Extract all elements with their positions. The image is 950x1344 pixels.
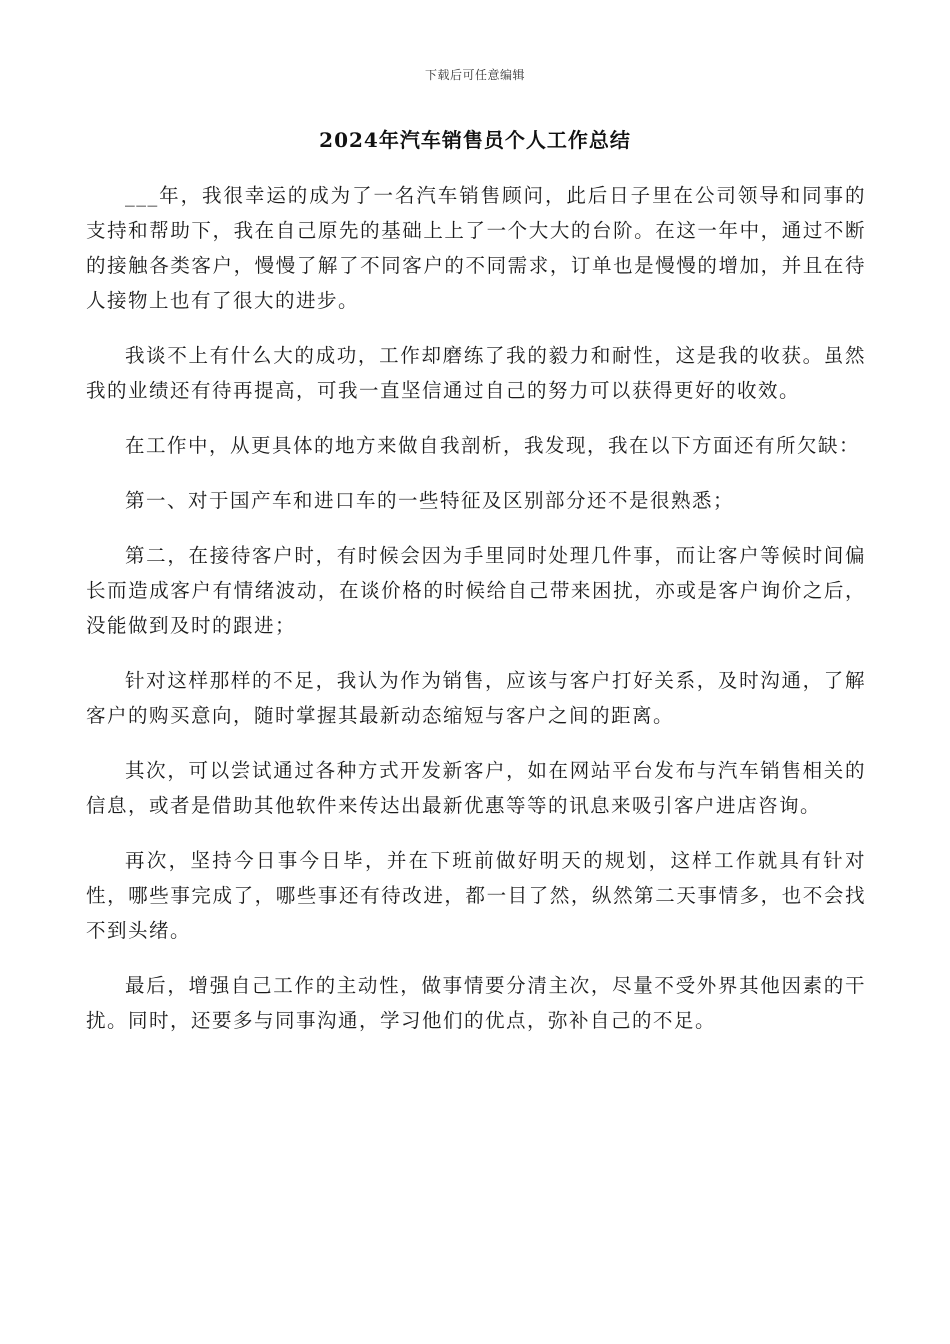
paragraph: 第一、对于国产车和进口车的一些特征及区别部分还不是很熟悉； [125, 489, 735, 512]
paragraph: 针对这样那样的不足，我认为作为销售，应该与客户打好关系，及时沟通，了解客户的购买意向，随时掌握其最新动态缩短与客户之间的距离。 [86, 669, 866, 727]
document-title: 2024年汽车销售员个人工作总结 [319, 128, 631, 152]
paragraph: 再次，坚持今日事今日毕，并在下班前做好明天的规划，这样工作就具有针对性，哪些事完成了，哪些事还有待改进，都一目了然，纵然第二天事情多，也不会找不到头绪。 [86, 849, 866, 942]
paragraph: ___年，我很幸运的成为了一名汽车销售顾问，此后日子里在公司领导和同事的支持和帮助下，我在自己原先的基础上上了一个大大的台阶。在这一年中，通过不断的接触各类客户，慢慢了解了不同客户的不同需求，订单也是慢慢的增加，并且在待人接物上也有了很大的进步。 [86, 184, 866, 312]
document-body [86, 178, 866, 1058]
paragraph: 其次，可以尝试通过各种方式开发新客户，如在网站平台发布与汽车销售相关的信息，或者是借助其他软件来传达出最新优惠等等的讯息来吸引客户进店咨询。 [86, 759, 866, 817]
paragraph: 我谈不上有什么大的成功，工作却磨练了我的毅力和耐性，这是我的收获。虽然我的业绩还有待再提高，可我一直坚信通过自己的努力可以获得更好的收效。 [86, 344, 866, 402]
paragraph: 最后，增强自己工作的主动性，做事情要分清主次，尽量不受外界其他因素的干扰。同时，还要多与同事沟通，学习他们的优点，弥补自己的不足。 [86, 974, 866, 1032]
paragraph: 在工作中，从更具体的地方来做自我剖析，我发现，我在以下方面还有所欠缺： [125, 434, 861, 457]
paragraph: 第二，在接待客户时，有时候会因为手里同时处理几件事，而让客户等候时间偏长而造成客户有情绪波动，在谈价格的时候给自己带来困扰，亦或是客户询价之后，没能做到及时的跟进； [86, 544, 866, 637]
header-note: 下载后可任意编辑 [424, 68, 525, 82]
